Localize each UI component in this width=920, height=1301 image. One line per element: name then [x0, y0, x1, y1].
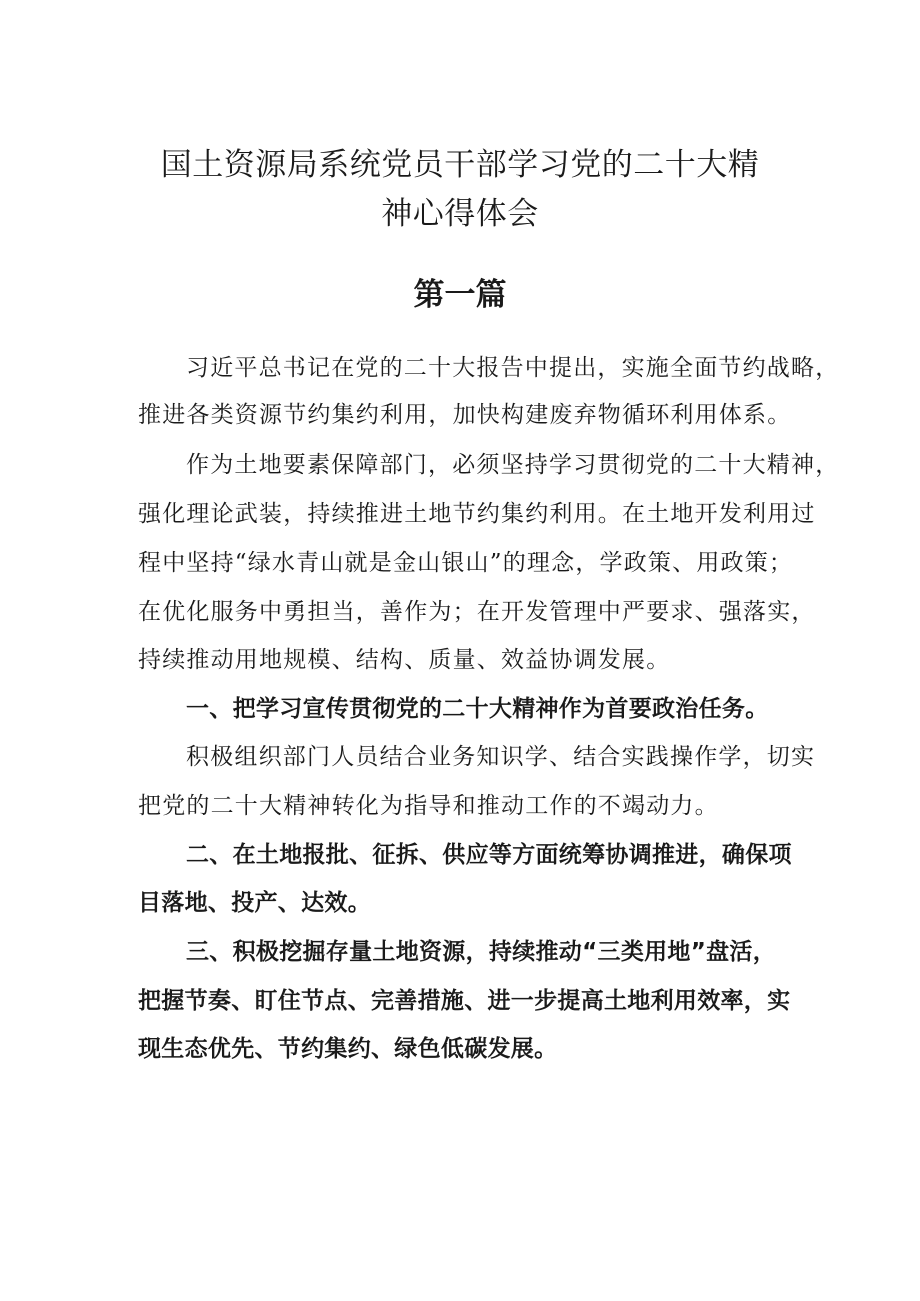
- document-title-line-1: 国土资源局系统党员干部学习党的二十大精: [160, 147, 760, 183]
- point-heading-3-continued: 把握节奏、盯住节点、完善措施、进一步提高土地利用效率，实: [138, 988, 791, 1014]
- paragraph-line: 持续推动用地规模、结构、质量、效益协调发展。: [138, 647, 671, 673]
- point-heading-2-continued: 目落地、投产、达效。: [138, 890, 371, 916]
- document-title-line-2: 神心得体会: [381, 196, 539, 232]
- paragraph-line: 强化理论武装，持续推进土地节约集约利用。在土地开发利用过: [138, 501, 816, 527]
- paragraph-line: 把党的二十大精神转化为指导和推动工作的不竭动力。: [138, 793, 719, 819]
- paragraph-line: 推进各类资源节约集约利用，加快构建废弃物循环利用体系。: [138, 402, 792, 428]
- section-heading: 第一篇: [413, 277, 507, 313]
- point-heading-2: 二、在土地报批、征拆、供应等方面统筹协调推进，确保项: [186, 842, 792, 868]
- point-heading-3: 三、积极挖掘存量土地资源，持续推动“三类用地”盘活，: [186, 939, 777, 965]
- paragraph-line: 作为土地要素保障部门，必须坚持学习贯彻党的二十大精神，: [186, 452, 840, 478]
- paragraph-line: 习近平总书记在党的二十大报告中提出，实施全面节约战略，: [186, 355, 840, 381]
- point-heading-1: 一、把学习宣传贯彻党的二十大精神作为首要政治任务。: [186, 696, 769, 722]
- paragraph-line: 在优化服务中勇担当，善作为；在开发管理中严要求、强落实，: [138, 599, 816, 625]
- paragraph-line: 程中坚持“绿水青山就是金山银山”的理念，学政策、用政策；: [138, 550, 794, 576]
- point-heading-3-continued: 现生态优先、节约集约、绿色低碳发展。: [138, 1036, 558, 1062]
- paragraph-line: 积极组织部门人员结合业务知识学、结合实践操作学，切实: [186, 744, 816, 770]
